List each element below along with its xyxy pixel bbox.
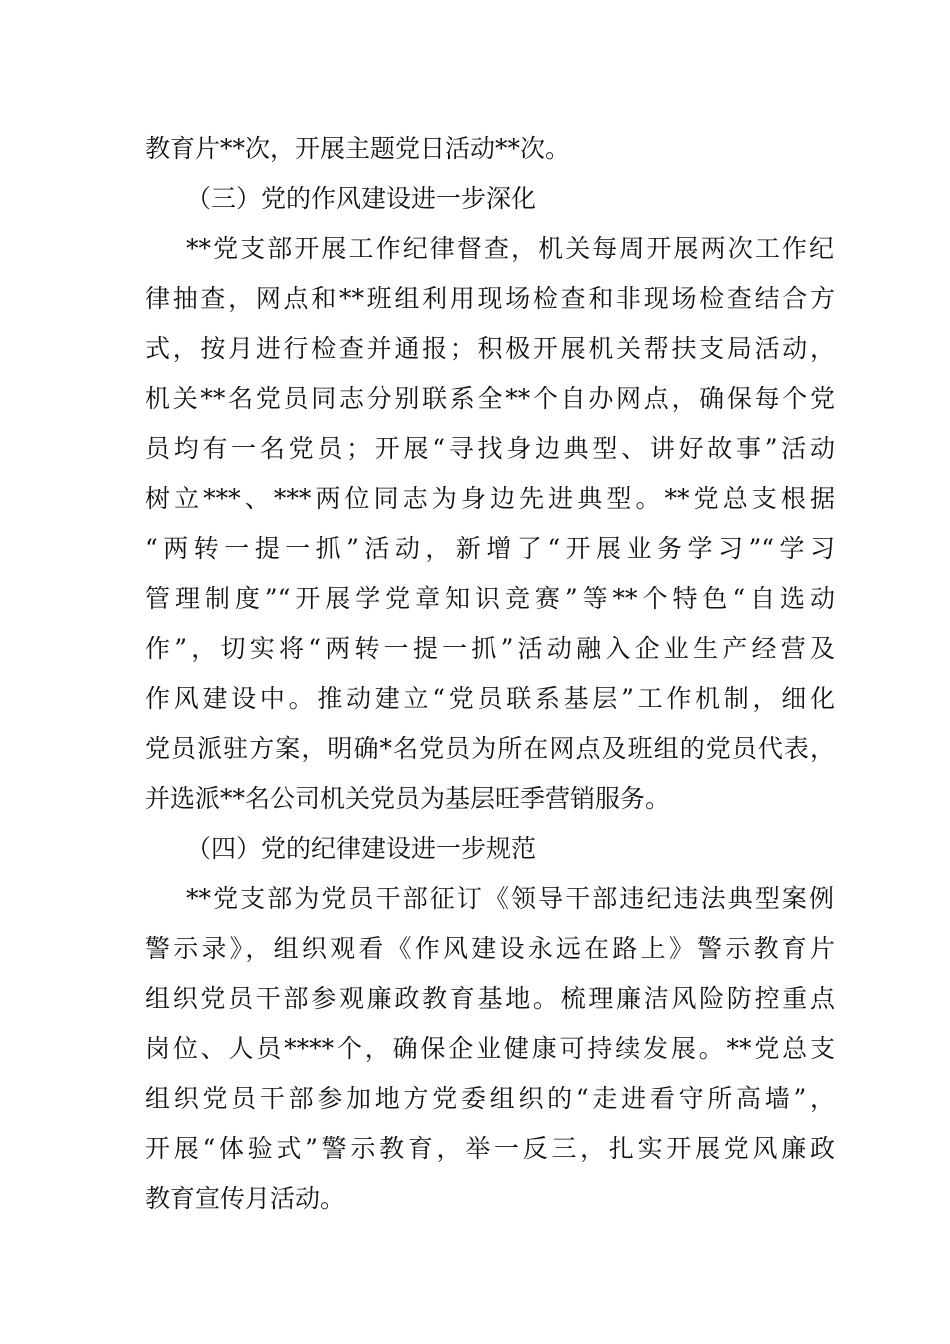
section-heading: （三）党的作风建设进一步深化 — [186, 184, 537, 213]
paragraph-line: 警示录》，组织观看《作风建设永远在路上》警示教育片 — [145, 934, 835, 963]
paragraph-line: 树立***、***两位同志为身边先进典型。**党总支根据 — [145, 484, 835, 513]
paragraph-line: 岗位、人员****个，确保企业健康可持续发展。**党总支 — [145, 1034, 835, 1063]
paragraph-line: 教育宣传月活动。 — [145, 1184, 346, 1213]
paragraph-line: 律抽查，网点和**班组利用现场检查和非现场检查结合方 — [145, 284, 835, 313]
paragraph-line: 组织党员干部参加地方党委组织的“走进看守所高墙”， — [145, 1084, 835, 1113]
paragraph-line: 管理制度”“开展学党章知识竞赛”等**个特色“自选动 — [145, 584, 835, 613]
paragraph-line: **党支部开展工作纪律督查，机关每周开展两次工作纪 — [186, 234, 834, 263]
paragraph-line: 开展“体验式”警示教育，举一反三，扎实开展党风廉政 — [145, 1134, 835, 1163]
paragraph-line: 作”，切实将“两转一提一抓”活动融入企业生产经营及 — [145, 634, 835, 663]
paragraph-line: 式，按月进行检查并通报；积极开展机关帮扶支局活动， — [145, 334, 835, 363]
paragraph-line: 教育片**次，开展主题党日活动**次。 — [145, 134, 571, 163]
paragraph-line: 作风建设中。推动建立“党员联系基层”工作机制，细化 — [145, 684, 835, 713]
paragraph-line: 并选派**名公司机关党员为基层旺季营销服务。 — [145, 784, 671, 813]
paragraph-line: 机关**名党员同志分别联系全**个自办网点，确保每个党 — [145, 384, 835, 413]
paragraph-line: 员均有一名党员；开展“寻找身边典型、讲好故事”活动 — [145, 434, 835, 463]
paragraph-line: 组织党员干部参观廉政教育基地。梳理廉洁风险防控重点 — [145, 984, 835, 1013]
section-heading: （四）党的纪律建设进一步规范 — [186, 834, 537, 863]
paragraph-line: “两转一提一抓”活动，新增了“开展业务学习”“学习 — [145, 534, 835, 563]
paragraph-line: **党支部为党员干部征订《领导干部违纪违法典型案例 — [186, 884, 834, 913]
paragraph-line: 党员派驻方案，明确*名党员为所在网点及班组的党员代表， — [145, 734, 835, 763]
